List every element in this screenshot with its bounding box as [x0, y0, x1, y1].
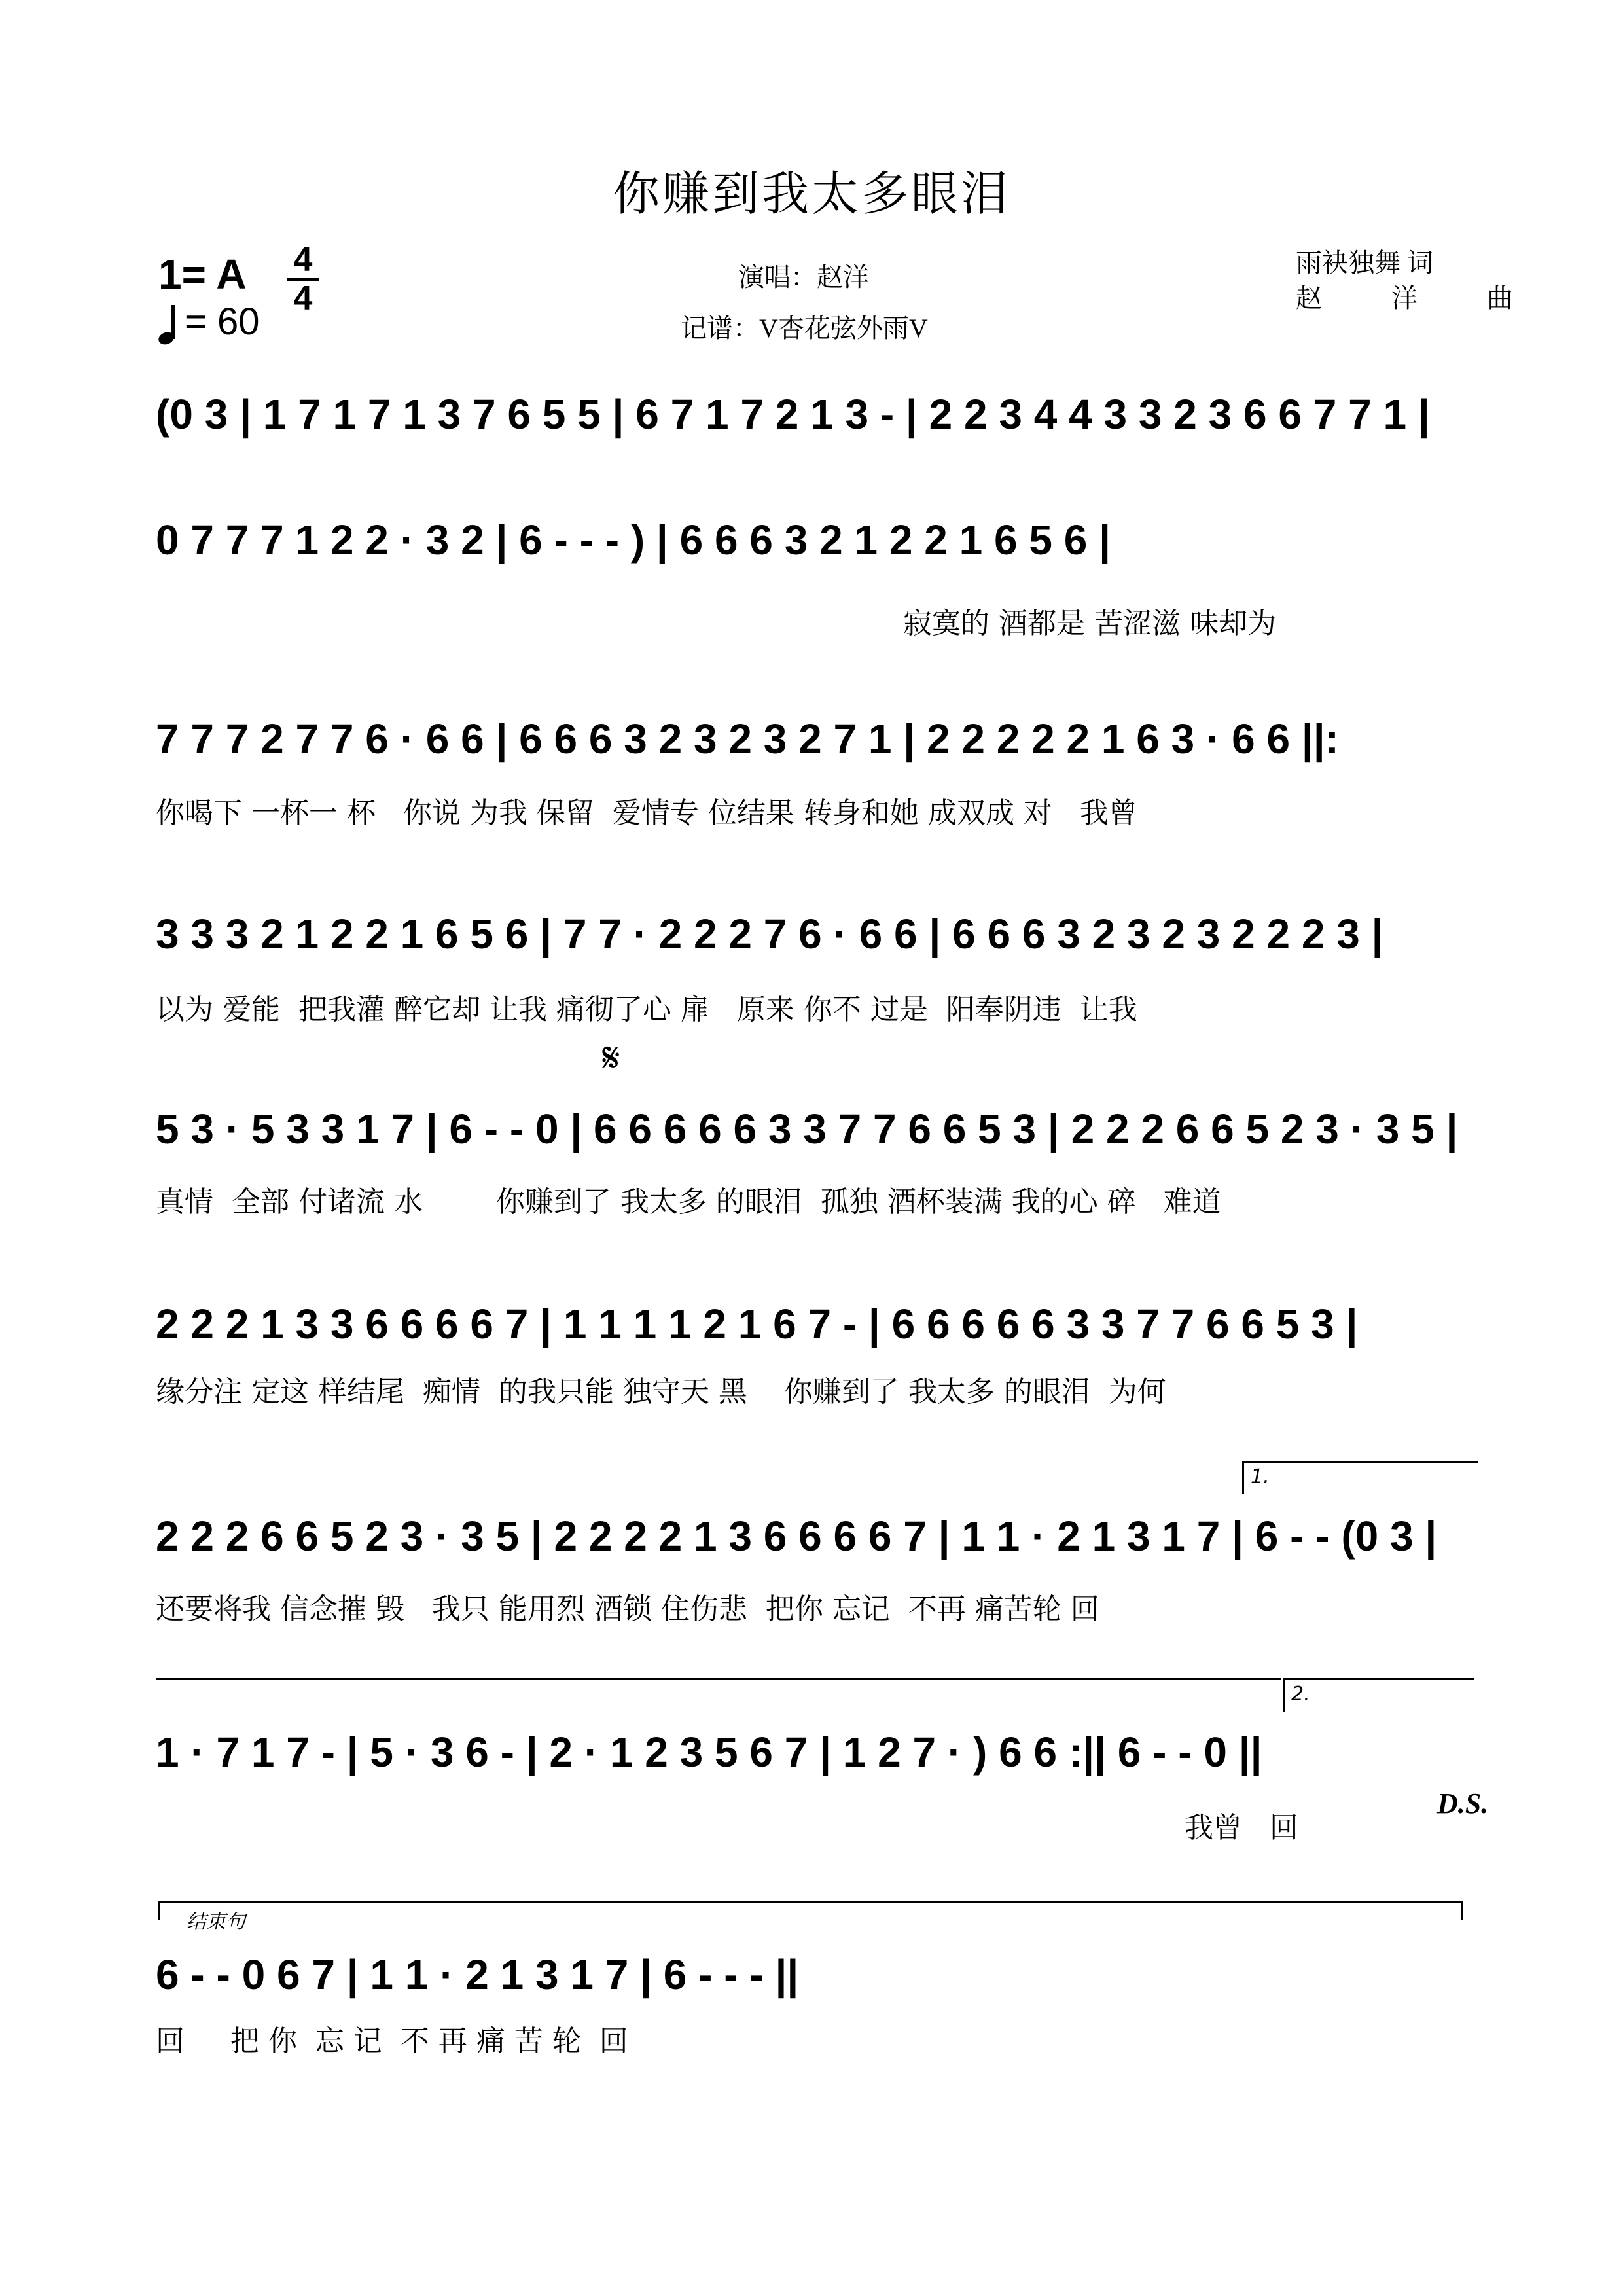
score-system-2: 0 7 7 7 1 2 2 · 3 2 | 6 - - - ) | 6 6 6 3 2 1 2 2 1 6 5 6 |: [156, 516, 1111, 564]
quarter-note-icon: [158, 305, 177, 344]
score-system-3: 7 7 7 2 7 7 6 · 6 6 | 6 6 6 3 2 3 2 3 2 7 1 | 2 2 2 2 2 1 6 3 · 6 6 ||:: [156, 715, 1339, 762]
composer-credit: 赵 洋 曲: [1296, 283, 1544, 313]
transcriber: 记谱：V杏花弦外雨V: [681, 314, 928, 343]
segno-icon: 𝄋: [602, 1034, 620, 1083]
lyrics-line-9: 回 把 你 忘 记 不 再 痛 苦 轮 回: [156, 2024, 628, 2058]
score-system-8: 1 · 7 1 7 - | 5 · 3 6 - | 2 · 1 2 3 5 6 7 | 1 2 7 · ) 6 6 :|| 6 - - 0 ||: [156, 1729, 1262, 1776]
ending-bracket: [158, 1901, 1463, 1933]
page-title: 你赚到我太多眼泪: [612, 166, 1010, 221]
volta-2-bracket: [1283, 1678, 1474, 1712]
key-signature: 1= A: [158, 251, 247, 298]
tempo-value: = 60: [185, 300, 260, 343]
singer: 演唱：赵洋: [738, 262, 869, 292]
lyrics-line-2: 寂寞的 酒都是 苦涩滋 味却为: [903, 607, 1276, 640]
score-system-4: 3 3 3 2 1 2 2 1 6 5 6 | 7 7 · 2 2 2 7 6 · 6 6 | 6 6 6 3 2 3 2 3 2 2 2 3 |: [156, 910, 1383, 958]
volta-1-continuation: [156, 1678, 1281, 1680]
volta-1-bracket: [1242, 1461, 1478, 1494]
lyrics-line-5: 真情 全部 付诸流 水 你赚到了 我太多 的眼泪 孤独 酒杯装满 我的心 碎 难道: [156, 1185, 1221, 1219]
time-signature-top: 4: [293, 241, 313, 279]
lyrics-line-6: 缘分注 定这 样结尾 痴情 的我只能 独守天 黑 你赚到了 我太多 的眼泪 为何: [156, 1375, 1166, 1408]
lyrics-line-3: 你喝下 一杯一 杯 你说 为我 保留 爱情专 位结果 转身和她 成双成 对 我曾: [156, 797, 1137, 830]
lyrics-line-8: 我曾 回: [1185, 1811, 1298, 1844]
volta-1-label: 1.: [1251, 1465, 1270, 1488]
score-system-7: 2 2 2 6 6 5 2 3 · 3 5 | 2 2 2 2 1 3 6 6 6 6 7 | 1 1 · 2 1 3 1 7 | 6 - - (0 3 |: [156, 1513, 1437, 1560]
score-system-9: 6 - - 0 6 7 | 1 1 · 2 1 3 1 7 | 6 - - - ||: [156, 1951, 799, 1998]
lyrics-line-7: 还要将我 信念摧 毁 我只 能用烈 酒锁 住伤悲 把你 忘记 不再 痛苦轮 回: [156, 1592, 1099, 1626]
score-system-1: (0 3 | 1 7 1 7 1 3 7 6 5 5 | 6 7 1 7 2 1 3 - | 2 2 3 4 4 3 3 2 3 6 6 7 7 1 |: [156, 391, 1430, 438]
tempo-marking: [158, 300, 260, 344]
volta-2-label: 2.: [1291, 1683, 1310, 1706]
score-system-5: 5 3 · 5 3 3 1 7 | 6 - - 0 | 6 6 6 6 6 3 3 7 7 6 6 5 3 | 2 2 2 6 6 5 2 3 · 3 5 |: [156, 1105, 1458, 1153]
dal-segno-mark: D.S.: [1437, 1787, 1489, 1820]
ending-label: 结束句: [184, 1905, 248, 1934]
score-system-6: 2 2 2 1 3 3 6 6 6 6 7 | 1 1 1 1 2 1 6 7 - | 6 6 6 6 6 3 3 7 7 6 6 5 3 |: [156, 1300, 1358, 1348]
lyrics-line-4: 以为 爱能 把我灌 醉它却 让我 痛彻了心 扉 原来 你不 过是 阳奉阴违 让我: [156, 993, 1137, 1026]
time-signature: [287, 243, 319, 315]
lyricist-credit: 雨袂独舞 词: [1296, 248, 1433, 278]
time-signature-bottom: 4: [293, 279, 313, 317]
